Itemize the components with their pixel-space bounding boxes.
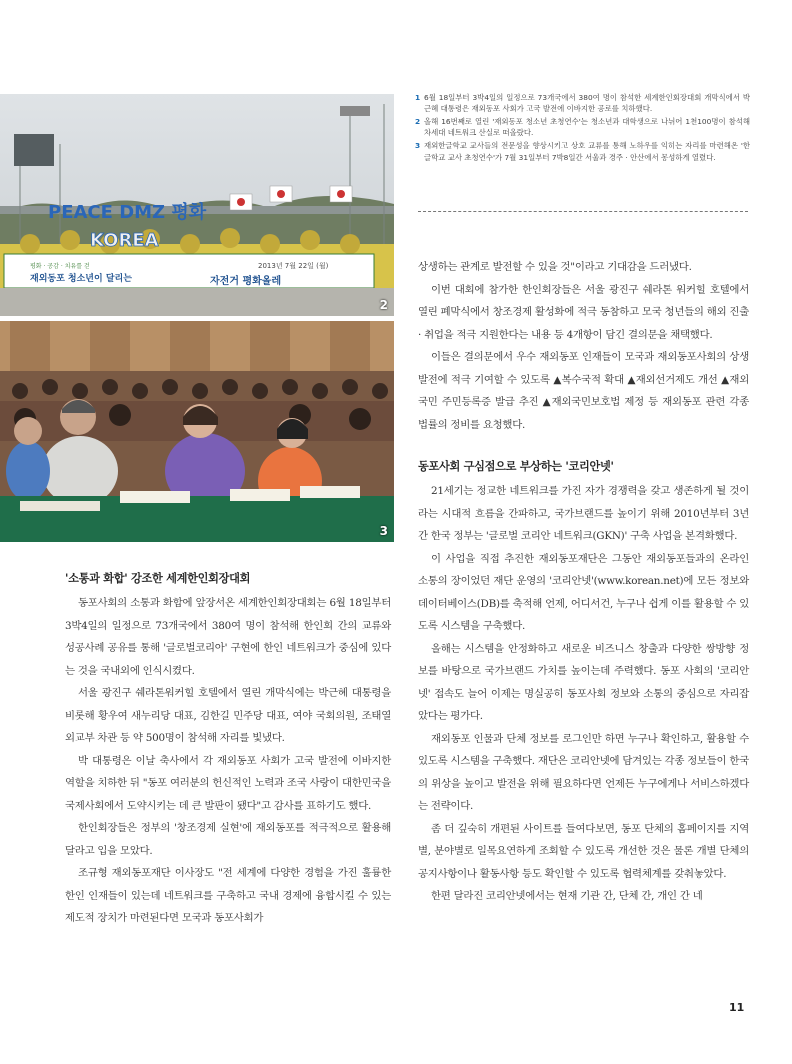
photo1-scene	[0, 94, 394, 316]
photo-captions	[415, 92, 750, 165]
page-number: 11	[729, 1001, 745, 1014]
right-column	[418, 256, 749, 908]
caption-number: 2	[415, 117, 421, 127]
paragraph: 이들은 결의문에서 우수 재외동포 인재들이 모국과 재외동포사회의 상생 발전에 적극 기여할 수 있도록 ▲복수국적 확대 ▲재외선거제도 개선 ▲재외국민 주민등록증 발급 추진 ▲재외국민보호법 제정 등 재외동포 관련 각종 법률의 정비를 요청했다.	[418, 351, 749, 431]
photo2-scene	[0, 321, 394, 542]
sign-peace-dmz: PEACE DMZ 평화	[48, 202, 207, 223]
banner-main: 재외동포 청소년이 달리는	[30, 274, 132, 284]
paragraph: 박 대통령은 이날 축사에서 각 재외동포 사회가 고국 발전에 이바지한 역할을 치하한 뒤 "동포 여러분의 헌신적인 노력과 조국 사랑이 대한민국을 국제사회에서 도약시키는 데 큰 발판이 됐다"고 감사를 표하기도 했다.	[65, 754, 391, 812]
paragraph: 서울 광진구 쉐라톤워커힐 호텔에서 열린 개막식에는 박근혜 대통령을 비롯해 황우여 새누리당 대표, 김한길 민주당 대표, 여야 국회의원, 조태열 외교부 차관 등 약 500명이 참석해 자리를 빛냈다.	[65, 687, 391, 744]
caption-divider	[418, 211, 748, 212]
paragraph: 동포사회의 소통과 화합에 앞장서온 세계한인회장대회는 6월 18일부터 3박4일의 일정으로 73개국에서 380여 명이 참석해 한인회 간의 교류와 성공사례 공유를 통해 '글로벌코리아' 구현에 한인 네트워크가 중심에 있다는 것을 국내외에 인식시켰다.	[65, 597, 391, 677]
paragraph: 이 사업을 직접 추진한 재외동포재단은 그동안 재외동포들과의 온라인 소통의 장이었던 재단 운영의 '코리안넷'(www.korean.net)에 모든 정보와 데이터베이스(DB)를 축적해 언제, 어디서건, 누구나 쉽게 이를 활용할 수 있도록 시스템을 구축했다.	[418, 552, 749, 632]
banner-slogan: 자전거 평화올레	[210, 276, 282, 287]
caption-3	[415, 140, 750, 162]
section-heading-summit: '소통과 화합' 강조한 세계한인회장대회	[65, 572, 251, 585]
photo-teacher-training	[0, 321, 394, 542]
banner-sub: 평화 · 공감 · 치유를 걷	[30, 263, 90, 270]
photo-number-3: 3	[379, 524, 388, 538]
banner-date: 2013년 7월 22일 (월)	[258, 262, 329, 270]
caption-text: 재외한글학교 교사들의 전문성을 향상시키고 상호 교류를 통해 노하우를 익히는 자리를 마련해온 '한글학교 교사 초청연수'가 7월 31일부터 7박8일간 서울과 경주 · 안산에서 몽성하게 열렸다.	[424, 141, 750, 162]
paragraph: 21세기는 정교한 네트워크를 가진 자가 경쟁력을 갖고 생존하게 될 것이라는 시대적 흐름을 간파하고, 국가브랜드를 높이기 위해 2010년부터 3년간 한국 정부는 '글로벌 코리안 네트워크(GKN)' 구축 사업을 본격화했다.	[418, 485, 749, 542]
paragraph: 이번 대회에 참가한 한인회장들은 서울 광진구 쉐라톤 워커힐 호텔에서 열린 폐막식에서 창조경제 활성화에 적극 동참하고 모국 청년들의 해외 진출 · 취업을 적극 지원한다는 내용 등 4개항이 담긴 결의문을 채택했다.	[418, 283, 749, 341]
photo-number-2: 2	[379, 298, 388, 312]
caption-1	[415, 92, 750, 114]
photo-youth-bike-event	[0, 94, 394, 316]
paragraph: 상생하는 관계로 발전할 수 있을 것"이라고 기대감을 드러냈다.	[418, 261, 692, 273]
paragraph: 한인회장들은 정부의 '창조경제 실현'에 재외동포를 적극적으로 활용해 달라고 입을 모았다.	[65, 822, 391, 857]
caption-text: 올해 16번째로 열린 '재외동포 청소년 초청연수'는 청소년과 대학생으로 나뉘어 1천100명이 참석해 차세대 네트워크 산실로 떠올랐다.	[424, 117, 750, 138]
caption-number: 3	[415, 141, 421, 151]
sign-korea: KOREA	[90, 230, 159, 251]
section-heading-koreannet: 동포사회 구심점으로 부상하는 '코리안넷'	[418, 460, 614, 473]
paragraph: 조규형 재외동포재단 이사장도 "전 세계에 다양한 경험을 가진 훌륭한 한인 인재들이 있는데 네트워크를 구축하고 국내 경제에 융합시킬 수 있는 제도적 장치가 마련된다면 모국과 동포사회가	[65, 867, 391, 924]
paragraph: 재외동포 인물과 단체 정보를 로그인만 하면 누구나 확인하고, 활용할 수 있도록 시스템을 구축했다. 재단은 코리안넷에 담겨있는 각종 정보들이 한국의 위상을 높이고 발전을 위해 필요하다면 언제든 누구에게나 서비스하겠다는 전략이다.	[418, 732, 749, 812]
paragraph: 올해는 시스템을 안정화하고 새로운 비즈니스 창출과 다양한 쌍방향 정보를 바탕으로 국가브랜드 가치를 높이는데 주력했다. 동포 사회의 '코리안넷' 접속도 늘어 이제는 명실공히 동포사회 정보와 소통의 중심으로 자리잡았다는 평가다.	[418, 642, 749, 722]
left-column	[65, 570, 391, 930]
caption-number: 1	[415, 93, 421, 102]
paragraph: 한편 달라진 코리안넷에서는 현재 기관 간, 단체 간, 개인 간 네	[431, 890, 703, 902]
caption-2	[415, 116, 750, 138]
paragraph: 좀 더 깊숙히 개편된 사이트를 들여다보면, 동포 단체의 홈페이지를 지역별, 분야별로 일목요연하게 조회할 수 있도록 개선한 것은 물론 개별 단체의 공지사항이나 활동사항 등도 확인할 수 있도록 협력체계를 갖춰놓았다.	[418, 822, 749, 880]
caption-text: 6월 18일부터 3박4일의 일정으로 73개국에서 380여 명이 참석한 세계한인회장대회 개막식에서 박근혜 대통령은 재외동포 사회가 고국 발전에 이바지한 공로를 치하했다.	[424, 93, 750, 114]
